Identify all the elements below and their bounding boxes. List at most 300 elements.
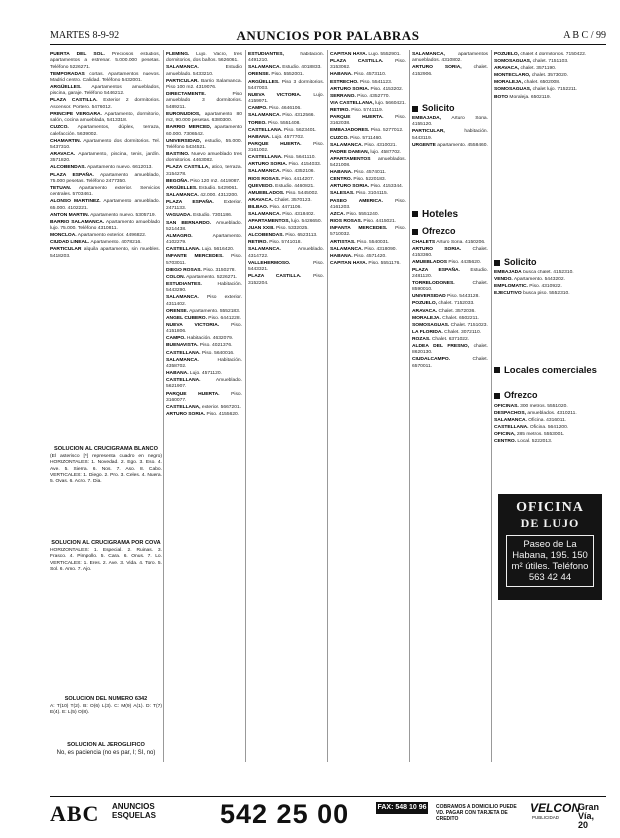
ad-text: Arturo Soria. 4150206. xyxy=(435,240,486,245)
classified-ad xyxy=(50,186,160,199)
ad-text: Lujo. 4159971. xyxy=(248,92,324,105)
ad-text: Piso. 5623401. xyxy=(282,127,317,133)
ad-keyword: LA FLORIDA. xyxy=(412,329,443,335)
ad-text: Apartamentos, dúplex, terraza, calefacción. 5639002. xyxy=(50,125,160,137)
ad-keyword: PADRE DAMIAN, xyxy=(330,149,370,155)
ad-keyword: CAMPO. xyxy=(166,336,186,342)
solution-title: SOLUCION AL JEROGLIFICO xyxy=(67,742,145,748)
ad-text: busca piso. 5552310. xyxy=(521,291,570,297)
ad-text: Piso. 4352770. xyxy=(355,93,390,99)
classified-ad xyxy=(50,213,160,219)
ad-keyword: RETIRO. xyxy=(330,107,350,113)
ad-text: lujo. 5660421. xyxy=(373,100,406,106)
ad-keyword: AZCA. xyxy=(330,211,345,217)
ad-keyword: VENDO. xyxy=(494,277,513,283)
ad-text: chalet. 6502008. xyxy=(522,80,561,86)
classified-column-4 xyxy=(330,52,406,764)
ad-keyword: COLON. xyxy=(166,274,186,280)
ad-keyword: CASTELLANA. xyxy=(248,127,283,133)
ad-text: Oficina. 4316011. xyxy=(526,418,567,424)
ad-keyword: ROZAS. xyxy=(412,336,431,342)
classified-ad xyxy=(50,85,160,98)
ad-text: Piso. 4153344. xyxy=(369,184,404,190)
classified-ad xyxy=(330,157,406,170)
classified-ad xyxy=(330,240,406,246)
ad-text: Piso. 3104115. xyxy=(354,191,389,197)
issue-date: MARTES 8-9-92 xyxy=(50,30,120,41)
ad-keyword: ANGEL CUBERO. xyxy=(166,315,207,321)
ad-subheadline: DE LUJO xyxy=(520,516,580,530)
ad-keyword: SALAMANCA. xyxy=(248,65,281,71)
ad-keyword: SAN BERNARDO. xyxy=(166,220,212,226)
classified-ad xyxy=(330,261,406,267)
ad-address: Paseo de La Habana, 195. 150 m² útiles. Teléfono 563 42 44 xyxy=(506,535,594,587)
ad-text: Piso 120 m2. 4419087. xyxy=(188,178,241,184)
ad-keyword: CENTRO. xyxy=(330,177,353,183)
ad-text: habitación. 4491210. xyxy=(248,52,324,64)
ad-keyword: ANTON MARTIN. xyxy=(50,212,90,218)
ad-text: chalet. 4152906. xyxy=(412,65,488,77)
classified-ad xyxy=(50,240,160,246)
classified-ad xyxy=(412,52,488,65)
solution-title: SOLUCION AL CRUCIGRAMA POR COVA xyxy=(51,540,161,546)
ad-text: Piso. 4573110. xyxy=(352,72,387,78)
classified-ad xyxy=(166,392,242,405)
ad-keyword: QUEVEDO. xyxy=(248,183,274,189)
ad-text: chalet. 7151103. xyxy=(531,59,569,65)
ad-keyword: PASEO AMERICA. xyxy=(330,198,383,204)
ad-text: apartamento. 4558460. xyxy=(435,142,488,148)
ad-text: Apartamento nuevo. 6612013. xyxy=(85,165,153,171)
ad-keyword: APARTAMENTOS xyxy=(330,156,371,162)
ad-keyword: ESTRECHO. xyxy=(330,79,359,85)
ad-text: Piso. 4021376. xyxy=(198,343,233,349)
ad-text: Chalet. 3572036. xyxy=(437,308,476,314)
ad-keyword: CASTELLANA. xyxy=(166,378,201,384)
classified-column-6-low-b xyxy=(494,606,606,762)
ad-keyword: MONTECLARO, xyxy=(494,73,531,79)
ad-text: Piso. 5551176. xyxy=(367,260,401,266)
section-header-hoteles xyxy=(412,209,458,220)
section-title: ANUNCIOS POR PALABRAS xyxy=(236,28,420,43)
ad-text: Piso. 3161002. xyxy=(248,141,324,154)
ad-text: Estudio. 4018833. xyxy=(280,65,322,71)
classified-ad xyxy=(494,87,606,93)
ad-keyword: CHALETS xyxy=(412,240,436,245)
ad-text: Apartamento. 4078216. xyxy=(89,240,142,246)
ad-text: Piso. 5332025. xyxy=(274,226,309,232)
ad-keyword: DIRECTAMENTE. xyxy=(166,92,206,98)
ad-text: chalet. 3573020. xyxy=(530,73,568,79)
ad-text: Chalet. 6570011. xyxy=(412,357,488,369)
classified-ad xyxy=(248,93,324,106)
ad-text: Habitación. 5443290. xyxy=(166,282,242,294)
classified-ad xyxy=(330,254,406,260)
ad-text: Apartamento. 4102279. xyxy=(166,233,242,246)
column-rule xyxy=(409,50,410,762)
solution-title: SOLUCION AL CRUCIGRAMA BLANCO xyxy=(54,446,158,452)
ad-text: Chalet. 8590010. xyxy=(412,280,488,293)
section-label: Hoteles xyxy=(422,209,459,220)
ad-keyword: PLAZA CASTILLA. xyxy=(50,98,98,104)
ad-text: Estudio. 2481120. xyxy=(412,267,488,279)
ad-text: Piso. 5703011. xyxy=(166,254,242,266)
ad-text: Piso. 3160077. xyxy=(166,391,242,403)
section-label: Locales comerciales xyxy=(504,365,597,376)
ad-keyword: ALMAGRO. xyxy=(166,233,193,239)
velcon-subtitle: PUBLICIDAD xyxy=(532,815,560,820)
classified-ad xyxy=(50,220,160,233)
ad-keyword: OFICINAS. xyxy=(494,404,519,409)
footer-banner xyxy=(50,796,606,830)
classified-ad xyxy=(412,294,488,300)
ad-keyword: HABANA. xyxy=(248,134,271,140)
ad-keyword: EMBAJADORES. xyxy=(330,128,370,134)
ad-keyword: CASTELLANA. xyxy=(166,247,201,253)
ad-keyword: BILBAO. xyxy=(248,204,269,210)
classified-ad xyxy=(330,52,406,58)
section-label: Ofrezco xyxy=(504,390,538,400)
ad-keyword: CAMPO. xyxy=(248,106,268,112)
ad-keyword: ARAVACA. xyxy=(50,152,76,158)
ad-keyword: CENTRO. xyxy=(494,439,517,445)
ad-keyword: PLAZA CASTILLA. xyxy=(330,59,384,65)
ad-keyword: UNIVERSIDAD xyxy=(412,294,446,300)
section-label: Solicito xyxy=(504,257,537,267)
section-label: Solicito xyxy=(422,103,455,113)
ad-text: estudio, 55.000. Teléfono 5434521. xyxy=(166,138,242,150)
ad-text: Piso. 5541123. xyxy=(358,79,393,85)
ad-text: Estudio amueblado. 5433210. xyxy=(166,65,242,77)
column-rule xyxy=(327,50,328,762)
ad-text: Chalet. 6502211. xyxy=(440,315,480,321)
ad-text: Amueblado. 5214438. xyxy=(166,220,242,232)
ad-keyword: TORRELODONES. xyxy=(412,280,455,286)
ad-keyword: CUZCO. xyxy=(330,135,349,141)
ad-keyword: ARTURO SORIA. xyxy=(248,162,288,168)
classified-ad xyxy=(50,72,160,85)
ad-keyword: UNIVERSIDAD, xyxy=(166,138,202,144)
column-rule xyxy=(491,50,492,762)
classified-ad xyxy=(166,336,242,342)
classified-ad xyxy=(412,337,488,343)
ad-keyword: CIUDAD LINEAL. xyxy=(50,240,90,246)
ad-keyword: EURONUDIOS, xyxy=(166,111,201,117)
ad-text: Piso. 4310922. xyxy=(527,284,562,290)
section-marker xyxy=(494,367,500,373)
classified-ad xyxy=(330,170,406,176)
solution-text: HORIZONTALES: 1. Especial. 2. Ruinas. 3. Frasco. 4. Pimpollo. 5. Cara. 6. Onus. 7. Lo. VERTICALES: 1. Eres. 2. Ave. 3. Vida. 4. Toro. 5. Sol. 6. Amo. 7. Ajo. xyxy=(50,548,162,572)
classified-ad xyxy=(494,284,606,290)
classified-column-1 xyxy=(50,52,160,440)
ad-text: apartamento 80 m2, 90.000 pesetas. 6380300. xyxy=(166,111,242,124)
ad-text: apartamentos amueblados. 4310802. xyxy=(412,52,488,64)
ad-text: Piso. 4574011. xyxy=(352,170,387,176)
classified-ad xyxy=(412,357,488,370)
ad-keyword: PARTICULAR xyxy=(50,247,82,253)
ad-keyword: PARQUE HUERTA. xyxy=(330,115,384,121)
classified-ad xyxy=(330,101,406,107)
classified-ad xyxy=(166,343,242,349)
ad-text: Piso. 4414207. xyxy=(280,176,315,182)
ad-keyword: NUEVA VICTORIA. xyxy=(248,92,302,98)
classified-ad xyxy=(166,295,242,308)
ad-text: alquila apartamento, sin muebles. 5418203. xyxy=(50,247,160,259)
classified-column-6-mid xyxy=(494,270,606,360)
classified-ad xyxy=(248,226,324,232)
classified-ad xyxy=(248,261,324,274)
ad-keyword: APARTAMENTOS, xyxy=(248,219,290,225)
ad-keyword: CIUDALCAMPO. xyxy=(412,357,451,363)
section-marker xyxy=(494,393,500,399)
ad-keyword: SALAMANCA. xyxy=(248,113,281,119)
ad-text: atico, terraza. 3154278. xyxy=(166,165,242,177)
ad-text: Amueblado. 5621907. xyxy=(166,378,242,390)
classified-ad xyxy=(330,150,406,156)
column-rule xyxy=(163,50,164,762)
ad-text: chalet lujo. 7152211. xyxy=(531,87,578,93)
ad-text: Apartamento. 5443202. xyxy=(512,277,565,283)
ad-text: Habitación. 4632079. xyxy=(185,336,234,342)
ad-text: Piso. 3162038. xyxy=(330,115,406,127)
ad-text: Piso. 5445002. xyxy=(284,190,319,196)
classified-ad xyxy=(412,281,488,294)
classified-ad xyxy=(166,92,242,111)
ad-keyword: POZUELO, xyxy=(412,301,437,307)
classified-ad xyxy=(330,219,406,225)
ad-text: Piso. 5551408. xyxy=(266,120,301,126)
ad-text: Piso. 6441228. xyxy=(206,315,241,321)
classified-ad xyxy=(248,205,324,211)
ad-keyword: ARGÜELLES. xyxy=(166,185,198,191)
ad-text: Apartamento exterior. Servicios centrales. 5703461. xyxy=(50,185,160,198)
ad-text: Apartamento. 5226271. xyxy=(185,274,238,280)
classified-ad xyxy=(494,95,606,101)
ad-keyword: VALLEHERMOSO. xyxy=(248,260,291,266)
classified-column-5-low xyxy=(412,240,488,762)
ad-keyword: RETIRO. xyxy=(248,240,268,246)
classified-ad xyxy=(166,112,242,125)
ad-keyword: CUZCO. xyxy=(50,125,69,131)
ad-text: Piso. 5220183. xyxy=(352,177,387,183)
ad-keyword: SOMOSAGUAS, xyxy=(494,87,532,93)
classified-ad xyxy=(248,121,324,127)
ad-keyword: MORALEJA, xyxy=(494,80,523,86)
classified-ad xyxy=(248,128,324,134)
classified-ad xyxy=(330,94,406,100)
ad-keyword: SALAMANCA. xyxy=(248,247,281,253)
section-marker xyxy=(494,260,500,266)
ad-keyword: PARQUE HUERTA. xyxy=(248,141,302,147)
ad-text: Exterior. 2471133. xyxy=(166,200,242,212)
ad-keyword: SALAMANCA. xyxy=(330,246,363,252)
ad-text: Chalet. 3072110. xyxy=(442,329,482,335)
classified-ad xyxy=(166,275,242,281)
classified-ad xyxy=(248,212,324,218)
footer-payment-note: COBRAMOS A DOMICILIO PUEDE VD. PAGAR CON TARJETA DE CREDITO xyxy=(436,804,517,822)
classified-ad xyxy=(494,411,606,417)
ad-keyword: NUEVA VICTORIA. xyxy=(166,323,220,328)
ad-text: lujo. 5426650. xyxy=(289,219,322,225)
ad-keyword: SALAMANCA. xyxy=(248,169,281,175)
classified-column-6-top xyxy=(494,52,606,252)
ad-text: Lujo. 5616420. xyxy=(200,247,235,253)
classified-ad xyxy=(248,106,324,112)
ad-text: 285 metros. 5553001. xyxy=(515,432,565,438)
ad-text: Piso. 5741119. xyxy=(349,107,384,113)
classified-ad xyxy=(166,152,242,165)
classified-ad xyxy=(330,247,406,253)
office-advertisement xyxy=(498,494,602,600)
ad-text: busca chalet. 4152310. xyxy=(521,270,574,275)
ad-text: Estudio. 5429061. xyxy=(197,185,239,191)
classified-ad xyxy=(330,212,406,218)
ad-text: Piso. 4155620. xyxy=(205,412,240,418)
classified-ad xyxy=(412,129,488,142)
ad-keyword: ARGÜELLES. xyxy=(50,85,82,91)
ad-text: Lujo. Vacío, tres dormitorios, dos baños. 5626061. xyxy=(166,52,242,64)
ad-keyword: PARTICULAR. xyxy=(166,78,199,84)
crossword-solution-cova xyxy=(50,540,162,573)
ad-keyword: EMPLOMATIC. xyxy=(494,284,528,290)
classified-ad xyxy=(50,52,160,71)
ad-text: chalet. 7152033. xyxy=(437,301,475,307)
ad-keyword: CHAMARTIN. xyxy=(50,138,81,144)
classified-ad xyxy=(330,80,406,86)
classified-ad xyxy=(248,247,324,260)
ad-keyword: ORENSE. xyxy=(166,308,189,314)
classified-ad xyxy=(166,52,242,65)
classified-ad xyxy=(494,277,606,283)
page-header xyxy=(50,28,606,45)
ad-text: Barrio Salamanca. Piso 100 m2. 4319076. xyxy=(166,78,242,91)
classified-column-3 xyxy=(248,52,324,764)
ad-keyword: ESTUDIANTES. xyxy=(166,282,202,288)
ad-keyword: TEMPORADAS xyxy=(50,71,85,77)
ad-text: Piso. 4318090. xyxy=(362,246,397,252)
ad-keyword: EMBAJADA, xyxy=(412,116,442,121)
ad-text: Apartamento amueblado, 75.000 pesetas. Teléfono 2477350. xyxy=(50,172,160,184)
classified-ad xyxy=(50,247,160,260)
ad-keyword: BEGOÑA. xyxy=(166,178,189,184)
classified-ad xyxy=(330,177,406,183)
ad-text: Piso. 3153062. xyxy=(330,59,406,71)
classified-ad xyxy=(248,274,324,287)
ad-text: Piso. 5711460. xyxy=(348,135,383,141)
ad-text: Arturo Soria. 4155120. xyxy=(412,116,488,128)
ad-text: Local. 5222013. xyxy=(516,439,553,445)
ad-text: Oficina. 5641200. xyxy=(528,425,569,431)
ad-keyword: ALDEA DEL FRESNO, xyxy=(412,344,470,350)
ad-keyword: BUENAVISTA. xyxy=(166,343,199,349)
ad-keyword: INFANTE MERCEDES. xyxy=(166,254,224,260)
ad-text: Preciosos estudios, apartamentos a estrenar. 5.000.000 pesetas. Teléfono 5226271. xyxy=(50,52,160,70)
classified-ad xyxy=(248,162,324,168)
ad-keyword: CAPITAN HAYA. xyxy=(330,52,368,57)
classified-ad xyxy=(166,139,242,152)
ad-keyword: ARTURO SORIA, xyxy=(412,65,462,71)
ad-keyword: SALAMANCA. xyxy=(166,295,199,301)
section-marker xyxy=(412,211,418,217)
ad-text: 42.000. 4312200. xyxy=(198,193,239,198)
ad-text: Piso amueblado 3 dormitorios. 5489211. xyxy=(166,92,242,110)
classified-ad xyxy=(50,233,160,239)
ad-keyword: RIOS ROSAS. xyxy=(248,176,281,182)
classified-ad xyxy=(50,98,160,111)
ad-text: amueblados. 4310211. xyxy=(525,411,577,417)
classified-ad xyxy=(248,184,324,190)
classified-ad xyxy=(330,184,406,190)
ad-keyword: CASTELLANA. xyxy=(248,155,283,161)
classified-ad xyxy=(412,116,488,129)
classified-ad xyxy=(494,52,606,58)
ad-text: Exterior 2 dormitorios. Ascensor. Portero. 5476012. xyxy=(50,98,160,110)
ad-text: cortas. Apartamentos nuevos. Madrid centro. Calidad. Teléfono 5432001. xyxy=(50,71,160,83)
ad-keyword: MORALEJA. xyxy=(412,315,441,321)
ad-text: Habitación. 4358702. xyxy=(166,357,242,369)
ad-keyword: CAPITAN HAYA. xyxy=(330,260,368,266)
ad-keyword: HABANA. xyxy=(330,170,353,176)
footer-phone: 542 25 00 xyxy=(220,799,350,829)
ad-text: Piso. 5641110. xyxy=(282,155,316,161)
classified-ad xyxy=(330,136,406,142)
section-header-solicito-2 xyxy=(494,257,537,267)
ad-keyword: DIEGO ROSAS. xyxy=(166,267,202,273)
ad-keyword: TETUAN. xyxy=(50,185,72,191)
ad-text: Piso. 3152204. xyxy=(248,274,324,286)
classified-ad xyxy=(412,330,488,336)
rebus-solution xyxy=(50,742,162,756)
classified-ad xyxy=(248,65,324,71)
ad-keyword: EJECUTIVO xyxy=(494,291,522,297)
ad-text: Apartamento amueblado lujo. 75.000. Teléfono 4310811. xyxy=(50,219,160,232)
solution-text: (El asterisco [*] representa cuadro en negro) HORIZONTALES: 1. Novedad. 2. Ego. 3. Eso. 4. Ave. 5. Sierra. 6. Nos. 7. Aso. 8. Cabo. VERTICALES: 1. Diego. 2. Pro. 3. Celes. 4. Nuera. 5. Ovas. 6. Acro. 7. Dia. xyxy=(50,454,162,485)
classified-ad xyxy=(412,309,488,315)
ad-text: Piso. 5640016. xyxy=(200,350,235,356)
ad-keyword: ESTUDIANTES, xyxy=(248,52,284,57)
ad-text: habitación. 5443119. xyxy=(412,129,488,141)
ad-text: Piso. 4646106. xyxy=(267,106,302,112)
classified-ad xyxy=(330,128,406,134)
classified-ad xyxy=(166,378,242,391)
classified-ad xyxy=(248,72,324,78)
ad-text: Piso. 4161203. xyxy=(330,198,406,210)
classified-ad xyxy=(494,432,606,438)
ad-keyword: CASTELLANA. xyxy=(166,350,201,356)
ad-keyword: SALAMANCA. xyxy=(330,142,363,148)
classified-ad xyxy=(412,143,488,149)
classified-ad xyxy=(248,177,324,183)
ad-keyword: ARTURO SORIA. xyxy=(166,412,206,418)
classified-ad xyxy=(412,65,488,78)
ad-text: Chalet. 6371022. xyxy=(430,336,470,342)
classified-column-2 xyxy=(166,52,242,764)
ad-keyword: MONCLOA. xyxy=(50,233,77,239)
ad-keyword: EMBAJADA xyxy=(494,270,522,275)
classified-ad xyxy=(248,142,324,155)
classified-ad xyxy=(330,191,406,197)
classified-ad xyxy=(494,418,606,424)
ad-keyword: VAGUADA. xyxy=(166,213,192,219)
ad-keyword: AMUEBLADOS xyxy=(412,260,448,266)
ad-keyword: AMUEBLADOS. xyxy=(248,190,285,196)
ad-text: Piso. 5552001. xyxy=(270,72,305,78)
ad-text: Piso. 5551240. xyxy=(344,211,379,217)
ad-keyword: CASTELLANA. xyxy=(494,425,529,431)
ad-keyword: BASTINO. xyxy=(166,152,190,158)
classified-ad xyxy=(412,344,488,357)
solution-text: No, es paciencia (no es par, I; SI, no) xyxy=(56,750,156,757)
